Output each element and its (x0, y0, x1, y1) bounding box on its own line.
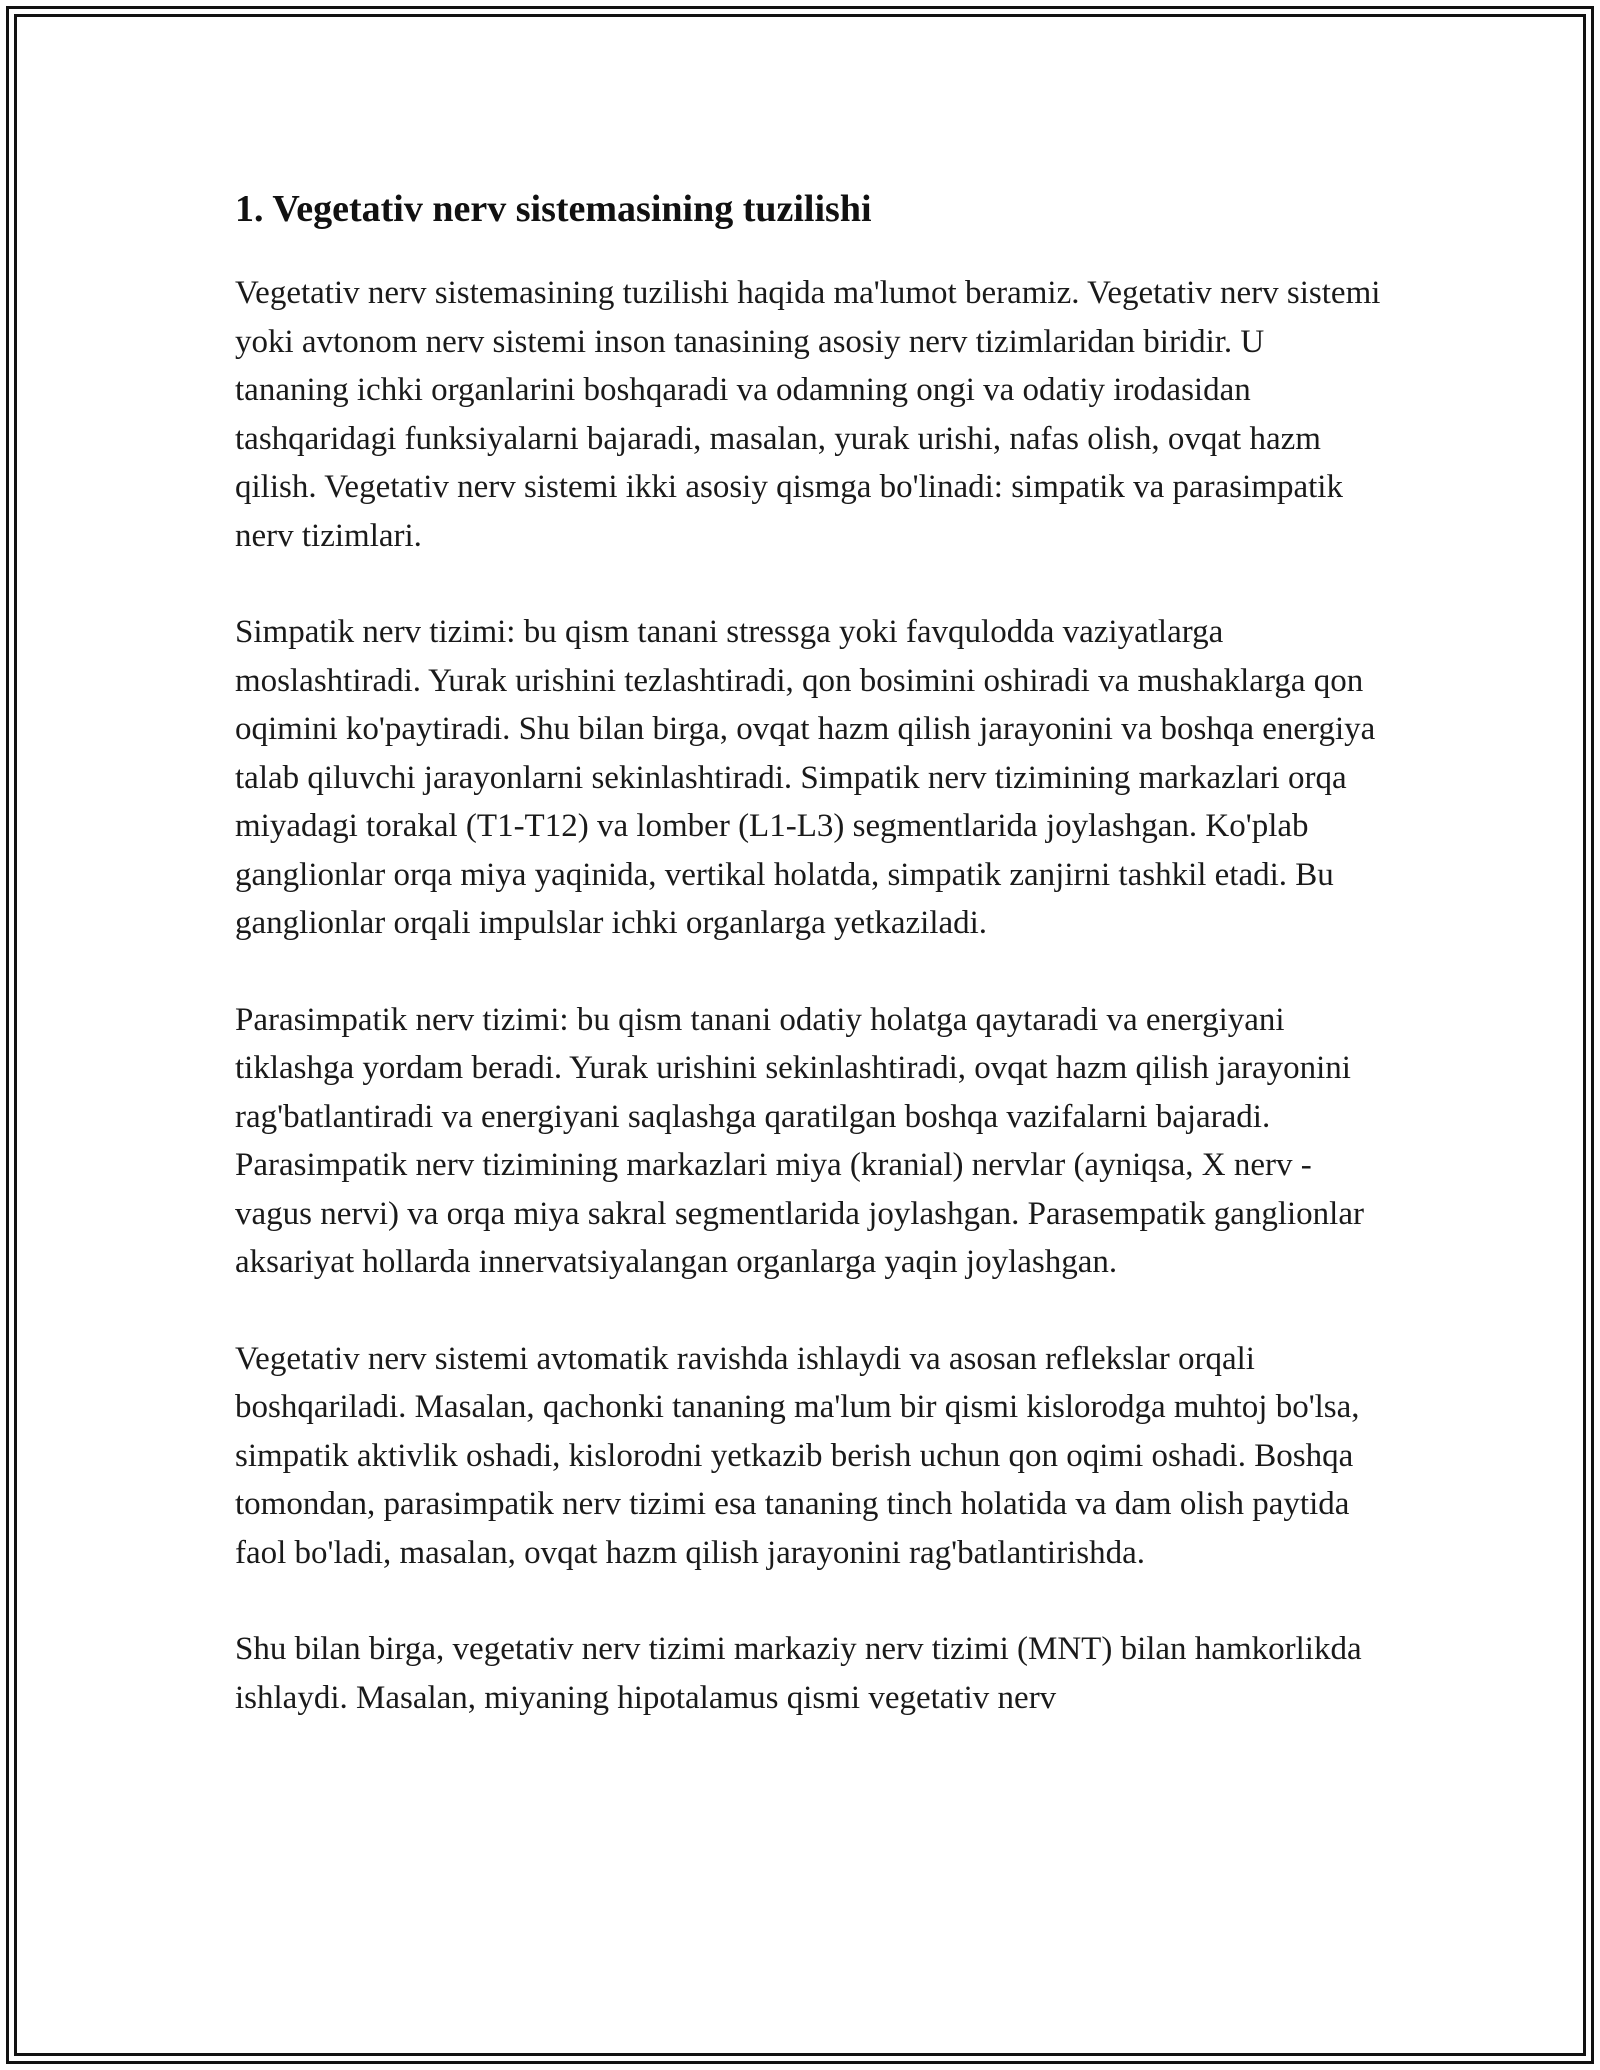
paragraph-cns-cooperation: Shu bilan birga, vegetativ nerv tizimi markaziy nerv tizimi (MNT) bilan hamkorlikda ishlaydi. Masalan, miyaning hipotalamus qismi vegetativ nerv (235, 1631, 1362, 1716)
document-body (235, 185, 1385, 1770)
section-heading: 1. Vegetativ nerv sistemasining tuzilishi (235, 188, 872, 230)
paragraph-parasympathetic: Parasimpatik nerv tizimi: bu qism tanani odatiy holatga qaytaradi va energiyani tiklashga yordam beradi. Yurak urishini sekinlashtiradi, ovqat hazm qilish jarayonini rag'batlantiradi va energiyani saqlashga qaratilgan boshqa vazifalarni bajaradi. Parasimpatik nerv tizimining markazlari miya (kranial) nervlar (ayniqsa, X nerv - vagus nervi) va orqa miya sakral segmentlarida joylashgan. Parasempatik ganglionlar aksariyat hollarda innervatsiyalangan organlarga yaqin joylashgan. (235, 1001, 1364, 1280)
paragraph-intro: Vegetativ nerv sistemasining tuzilishi haqida ma'lumot beramiz. Vegetativ nerv sistemi yoki avtonom nerv sistemi inson tanasining asosiy nerv tizimlaridan biridir. U tananing ichki organlarini boshqaradi va odamning ongi va odatiy irodasidan tashqaridagi funksiyalarni bajaradi, masalan, yurak urishi, nafas olish, ovqat hazm qilish. Vegetativ nerv sistemi ikki asosiy qismga bo'linadi: simpatik va parasimpatik nerv tizimlari. (235, 275, 1381, 554)
paragraph-sympathetic: Simpatik nerv tizimi: bu qism tanani stressga yoki favqulodda vaziyatlarga moslashtiradi. Yurak urishini tezlashtiradi, qon bosimini oshiradi va mushaklarga qon oqimini ko'paytiradi. Shu bilan birga, ovqat hazm qilish jarayonini va boshqa energiya talab qiluvchi jarayonlarni sekinlashtiradi. Simpatik nerv tizimining markazlari orqa miyadagi torakal (T1-T12) va lomber (L1-L3) segmentlarida joylashgan. Ko'plab ganglionlar orqa miya yaqinida, vertikal holatda, simpatik zanjirni tashkil etadi. Bu ganglionlar orqali impulslar ichki organlarga yetkaziladi. (235, 614, 1376, 941)
paragraph-reflexes: Vegetativ nerv sistemi avtomatik ravishda ishlaydi va asosan reflekslar orqali boshqariladi. Masalan, qachonki tananing ma'lum bir qismi kislorodga muhtoj bo'lsa, simpatik aktivlik oshadi, kislorodni yetkazib berish uchun qon oqimi oshadi. Boshqa tomondan, parasimpatik nerv tizimi esa tananing tinch holatida va dam olish paytida faol bo'ladi, masalan, ovqat hazm qilish jarayonini rag'batlantirishda. (235, 1340, 1360, 1571)
